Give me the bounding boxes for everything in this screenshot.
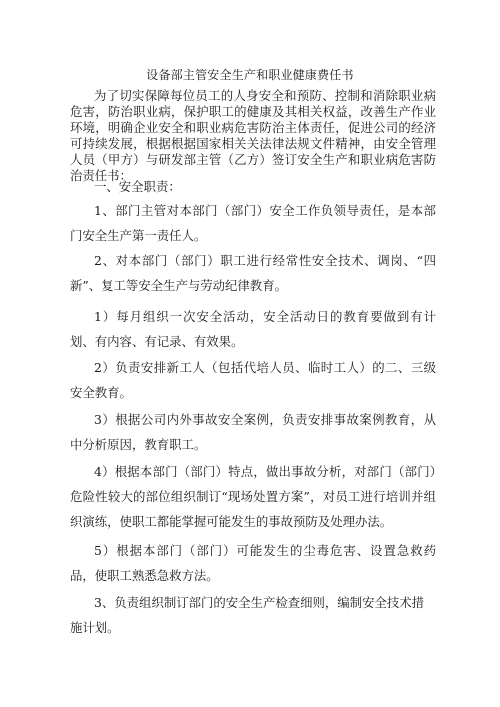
- paragraph-item-2: 2、对本部门（部门）职工进行经常性安全技术、调岗、“四新”、复工等安全生产与劳动纪律教育。: [70, 253, 436, 293]
- paragraph-item-3: 3、负责组织制订部门的安全生产检查细则，编制安全技术措施计划。: [70, 595, 425, 635]
- paragraph-subitem-2: 2）负责安排新工人（包括代培人员、临时工人）的二、三级安全教育。: [70, 360, 436, 400]
- document-title: 设备部主管安全生产和职业健康费任书: [146, 68, 354, 82]
- paragraph-subitem-5: 5）根据本部门（部门）可能发生的尘毒危害、设置急救药品，使职工熟悉急救方法。: [70, 543, 436, 583]
- intro-paragraph: 为了切实保障每位员工的人身安全和预防、控制和消除职业病危害，防治职业病，保护职工的健康及其相关权益，改善生产作业环境，明确企业安全和职业病危害防治主体责任，促进公司的经济可持续发展，根据根据国家相关关法律法规文件精神，由安全管理人员（甲方）与研发部主管（乙方）签订安全生产和职业病危害防治责任书：: [70, 88, 436, 183]
- section-heading-safety-duties: 一、安全职责：: [94, 179, 181, 194]
- paragraph-subitem-4: 4）根据本部门（部门）特点，做出事故分析，对部门（部门）危险性较大的部位组织制订“现场处置方案”，对员工进行培训并组织演练，使职工都能掌握可能发生的事故预防及处理办法。: [70, 464, 436, 529]
- paragraph-item-1: 1、部门主管对本部门（部门）安全工作负领导责任，是本部门安全生产第一责任人。: [70, 203, 436, 243]
- paragraph-subitem-3: 3）根据公司内外事故安全案例，负责安排事故案例教育，从中分析原因，教育职工。: [70, 412, 436, 452]
- paragraph-subitem-1: 1）每月组织一次安全活动，安全活动日的教育要做到有计划、有内容、有记录、有效果。: [70, 309, 436, 349]
